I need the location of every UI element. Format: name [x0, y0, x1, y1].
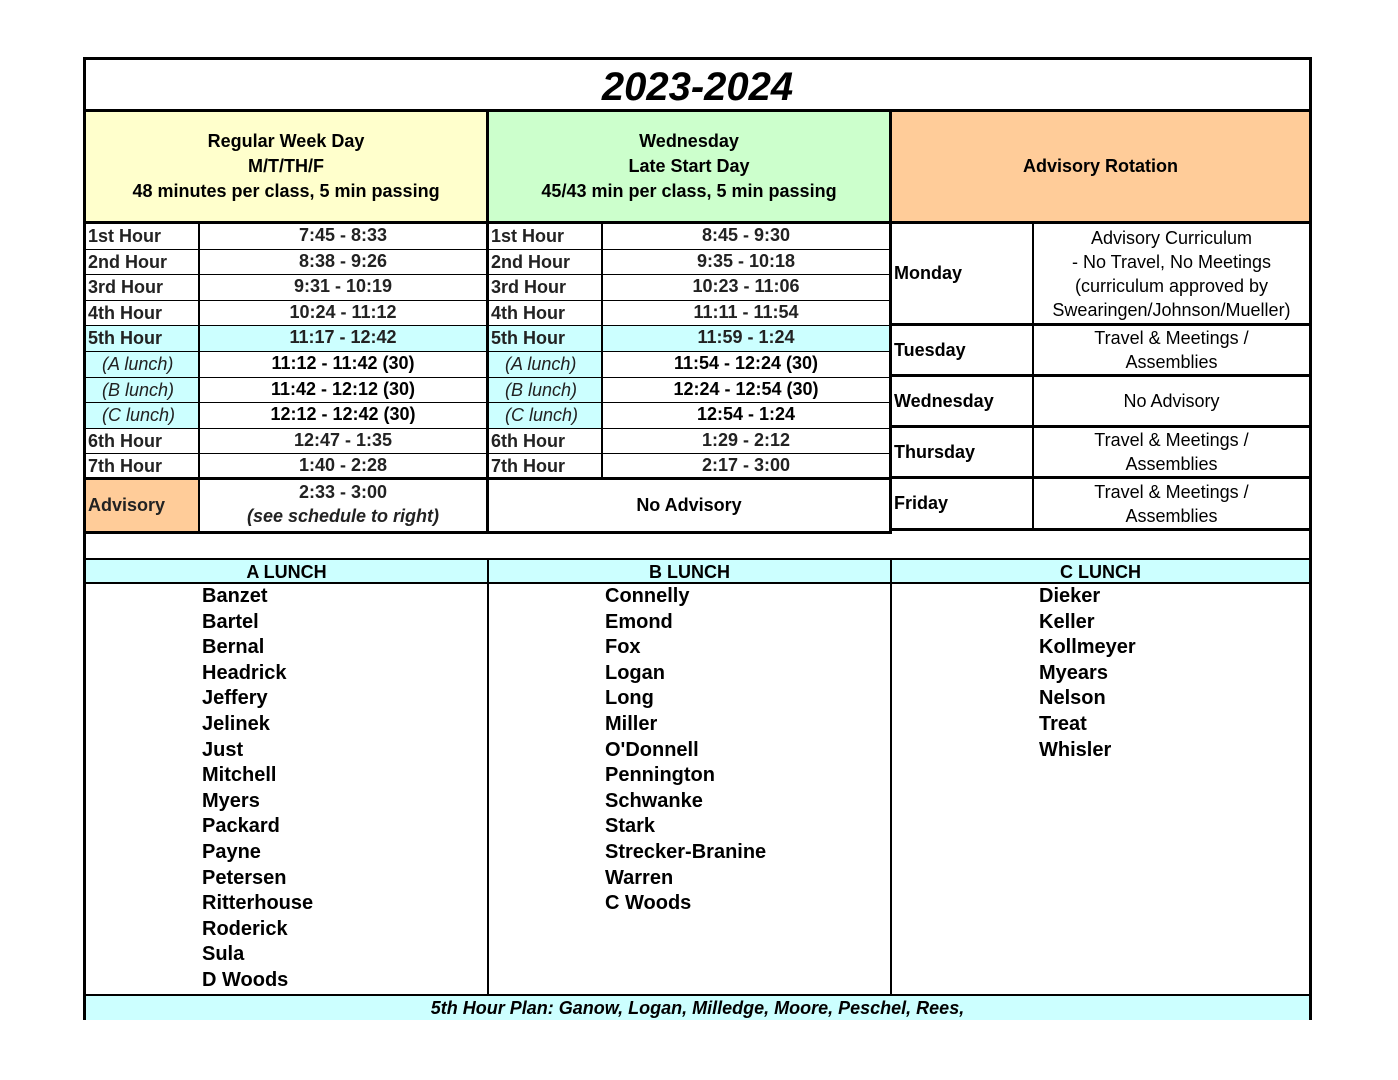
list-item: Bartel: [202, 610, 259, 633]
list-item: Sula: [202, 943, 245, 966]
table-row: [489, 454, 892, 480]
table-row: [86, 378, 489, 404]
rotation-row: [892, 479, 1309, 531]
list-item: Ritterhouse: [202, 892, 314, 915]
period-time: 10:24 - 11:12: [200, 301, 489, 326]
list-item: Warren: [605, 866, 674, 889]
header-line: Wednesday: [639, 131, 739, 151]
schedule-sheet: [83, 57, 1312, 1020]
list-item: Long: [605, 687, 654, 710]
list-item: Payne: [202, 840, 261, 863]
advisory-rotation: [892, 224, 1309, 531]
desc-line: Travel & Meetings /: [1094, 328, 1249, 348]
period-label: 2nd Hour: [489, 250, 603, 275]
rotation-row: [892, 428, 1309, 479]
list-item: Pennington: [605, 764, 715, 787]
period-time: 1:29 - 2:12: [603, 429, 892, 454]
table-row: [489, 403, 892, 429]
period-time: 9:35 - 10:18: [603, 250, 892, 275]
advisory-row: [86, 480, 489, 534]
advisory-rotation-header: [892, 112, 1309, 224]
list-item: Keller: [1039, 610, 1095, 633]
desc-line: Advisory Curriculum: [1090, 227, 1253, 248]
table-row: [86, 275, 489, 301]
rotation-row: [892, 377, 1309, 428]
desc-line: (curriculum approved by: [1074, 275, 1269, 296]
desc-line: Travel & Meetings /: [1094, 481, 1249, 502]
period-label: 6th Hour: [86, 429, 200, 454]
table-row: [86, 429, 489, 455]
advisory-note: (see schedule to right): [246, 505, 440, 526]
table-row: [489, 429, 892, 455]
period-label: (B lunch): [489, 378, 603, 403]
advisory-time-text: 2:33 - 3:00: [298, 481, 388, 502]
list-item: Kollmeyer: [1039, 636, 1136, 659]
list-item: C Woods: [605, 892, 692, 915]
wednesday-schedule: [489, 224, 892, 534]
period-label: 4th Hour: [489, 301, 603, 326]
list-item: Schwanke: [605, 789, 703, 812]
rotation-desc: [1034, 224, 1309, 323]
advisory-time: [200, 480, 489, 531]
a-lunch-list: [86, 584, 489, 996]
list-item: Petersen: [202, 866, 287, 889]
table-row: [489, 378, 892, 404]
regular-day-header: [86, 112, 489, 224]
rotation-desc: [1034, 479, 1309, 528]
period-label: 4th Hour: [86, 301, 200, 326]
header-line: M/T/TH/F: [248, 156, 324, 176]
a-lunch-header: A LUNCH: [86, 560, 489, 584]
period-time: 8:38 - 9:26: [200, 250, 489, 275]
period-time: 11:42 - 12:12 (30): [200, 378, 489, 403]
header-line: 48 minutes per class, 5 min passing: [132, 181, 440, 201]
list-item: Nelson: [1039, 687, 1106, 710]
period-time: 11:59 - 1:24: [603, 326, 892, 351]
period-label: (A lunch): [489, 352, 603, 377]
period-time: 11:17 - 12:42: [200, 326, 489, 351]
table-row: [86, 301, 489, 327]
period-time: 11:54 - 12:24 (30): [603, 352, 892, 377]
list-item: O'Donnell: [605, 738, 699, 761]
table-row: [489, 352, 892, 378]
period-label: 7th Hour: [489, 454, 603, 477]
table-row: [489, 301, 892, 327]
desc-line: Assemblies: [1125, 505, 1218, 526]
table-row: [86, 224, 489, 250]
period-label: 5th Hour: [489, 326, 603, 351]
page-title: 2023-2024: [86, 60, 1309, 112]
period-time: 8:45 - 9:30: [603, 224, 892, 249]
list-item: Miller: [605, 712, 658, 735]
period-time: 1:40 - 2:28: [200, 454, 489, 477]
period-time: 2:17 - 3:00: [603, 454, 892, 477]
period-label: 7th Hour: [86, 454, 200, 477]
table-row: [489, 275, 892, 301]
header-line: Late Start Day: [628, 156, 750, 176]
period-time: 11:11 - 11:54: [603, 301, 892, 326]
b-lunch-header: B LUNCH: [489, 560, 892, 584]
list-item: Stark: [605, 815, 656, 838]
rotation-day: Wednesday: [892, 377, 1034, 425]
desc-line: - No Travel, No Meetings: [1071, 251, 1272, 272]
list-item: Myers: [202, 789, 260, 812]
period-label: 6th Hour: [489, 429, 603, 454]
period-time: 11:12 - 11:42 (30): [200, 352, 489, 377]
fifth-hour-plan: 5th Hour Plan: Ganow, Logan, Milledge, Moore, Peschel, Rees,: [86, 996, 1309, 1020]
no-advisory-text: No Advisory: [489, 480, 892, 531]
header-line: Regular Week Day: [207, 131, 365, 151]
period-time: 12:24 - 12:54 (30): [603, 378, 892, 403]
desc-line: Assemblies: [1125, 454, 1218, 474]
list-item: Myears: [1039, 661, 1108, 684]
wednesday-header: [489, 112, 892, 224]
table-row: [86, 326, 489, 352]
period-time: 9:31 - 10:19: [200, 275, 489, 300]
list-item: Jelinek: [202, 712, 270, 735]
table-row: [86, 454, 489, 480]
list-item: Headrick: [202, 661, 287, 684]
rotation-day: Friday: [892, 479, 1034, 528]
period-label: 1st Hour: [489, 224, 603, 249]
list-item: D Woods: [202, 968, 289, 991]
period-time: 10:23 - 11:06: [603, 275, 892, 300]
period-label: 5th Hour: [86, 326, 200, 351]
b-lunch-list: [489, 584, 892, 996]
table-row: [489, 224, 892, 250]
rotation-desc: [1034, 428, 1309, 476]
period-time: 12:47 - 1:35: [200, 429, 489, 454]
period-label: 3rd Hour: [489, 275, 603, 300]
rotation-row: [892, 326, 1309, 377]
header-line: Advisory Rotation: [1022, 156, 1178, 176]
period-label: (C lunch): [86, 403, 200, 428]
period-label: 3rd Hour: [86, 275, 200, 300]
desc-line: Travel & Meetings /: [1094, 430, 1249, 450]
list-item: Bernal: [202, 636, 265, 659]
period-time: 12:54 - 1:24: [603, 403, 892, 428]
period-label: 2nd Hour: [86, 250, 200, 275]
c-lunch-header: C LUNCH: [892, 560, 1309, 584]
period-label: 1st Hour: [86, 224, 200, 249]
period-label: (C lunch): [489, 403, 603, 428]
list-item: Connelly: [605, 585, 690, 607]
list-item: Dieker: [1039, 585, 1101, 607]
list-item: Mitchell: [202, 764, 277, 787]
spacer-row: [86, 534, 1309, 560]
list-item: Just: [202, 738, 244, 761]
table-row: [489, 326, 892, 352]
table-row: [489, 250, 892, 276]
rotation-day: Tuesday: [892, 326, 1034, 374]
desc-line: Swearingen/Johnson/Mueller): [1052, 299, 1291, 320]
c-lunch-list: [892, 584, 1309, 996]
regular-schedule: [86, 224, 489, 534]
list-item: Emond: [605, 610, 673, 633]
list-item: Banzet: [202, 585, 268, 607]
rotation-desc: [1034, 377, 1309, 425]
desc-line: No Advisory: [1123, 391, 1220, 411]
list-item: Roderick: [202, 917, 288, 940]
advisory-row: [489, 480, 892, 534]
rotation-desc: [1034, 326, 1309, 374]
advisory-label: Advisory: [86, 480, 200, 531]
rotation-day: Monday: [892, 224, 1034, 323]
period-time: 7:45 - 8:33: [200, 224, 489, 249]
period-time: 12:12 - 12:42 (30): [200, 403, 489, 428]
list-item: Packard: [202, 815, 280, 838]
rotation-day: Thursday: [892, 428, 1034, 476]
header-line: 45/43 min per class, 5 min passing: [541, 181, 837, 201]
table-row: [86, 250, 489, 276]
list-item: Whisler: [1039, 738, 1112, 761]
table-row: [86, 403, 489, 429]
period-label: (B lunch): [86, 378, 200, 403]
rotation-row: [892, 224, 1309, 326]
list-item: Fox: [605, 636, 641, 659]
table-row: [86, 352, 489, 378]
period-label: (A lunch): [86, 352, 200, 377]
desc-line: Assemblies: [1125, 352, 1218, 372]
list-item: Logan: [605, 661, 665, 684]
list-item: Strecker-Branine: [605, 840, 767, 863]
list-item: Treat: [1039, 712, 1087, 735]
list-item: Jeffery: [202, 687, 268, 710]
